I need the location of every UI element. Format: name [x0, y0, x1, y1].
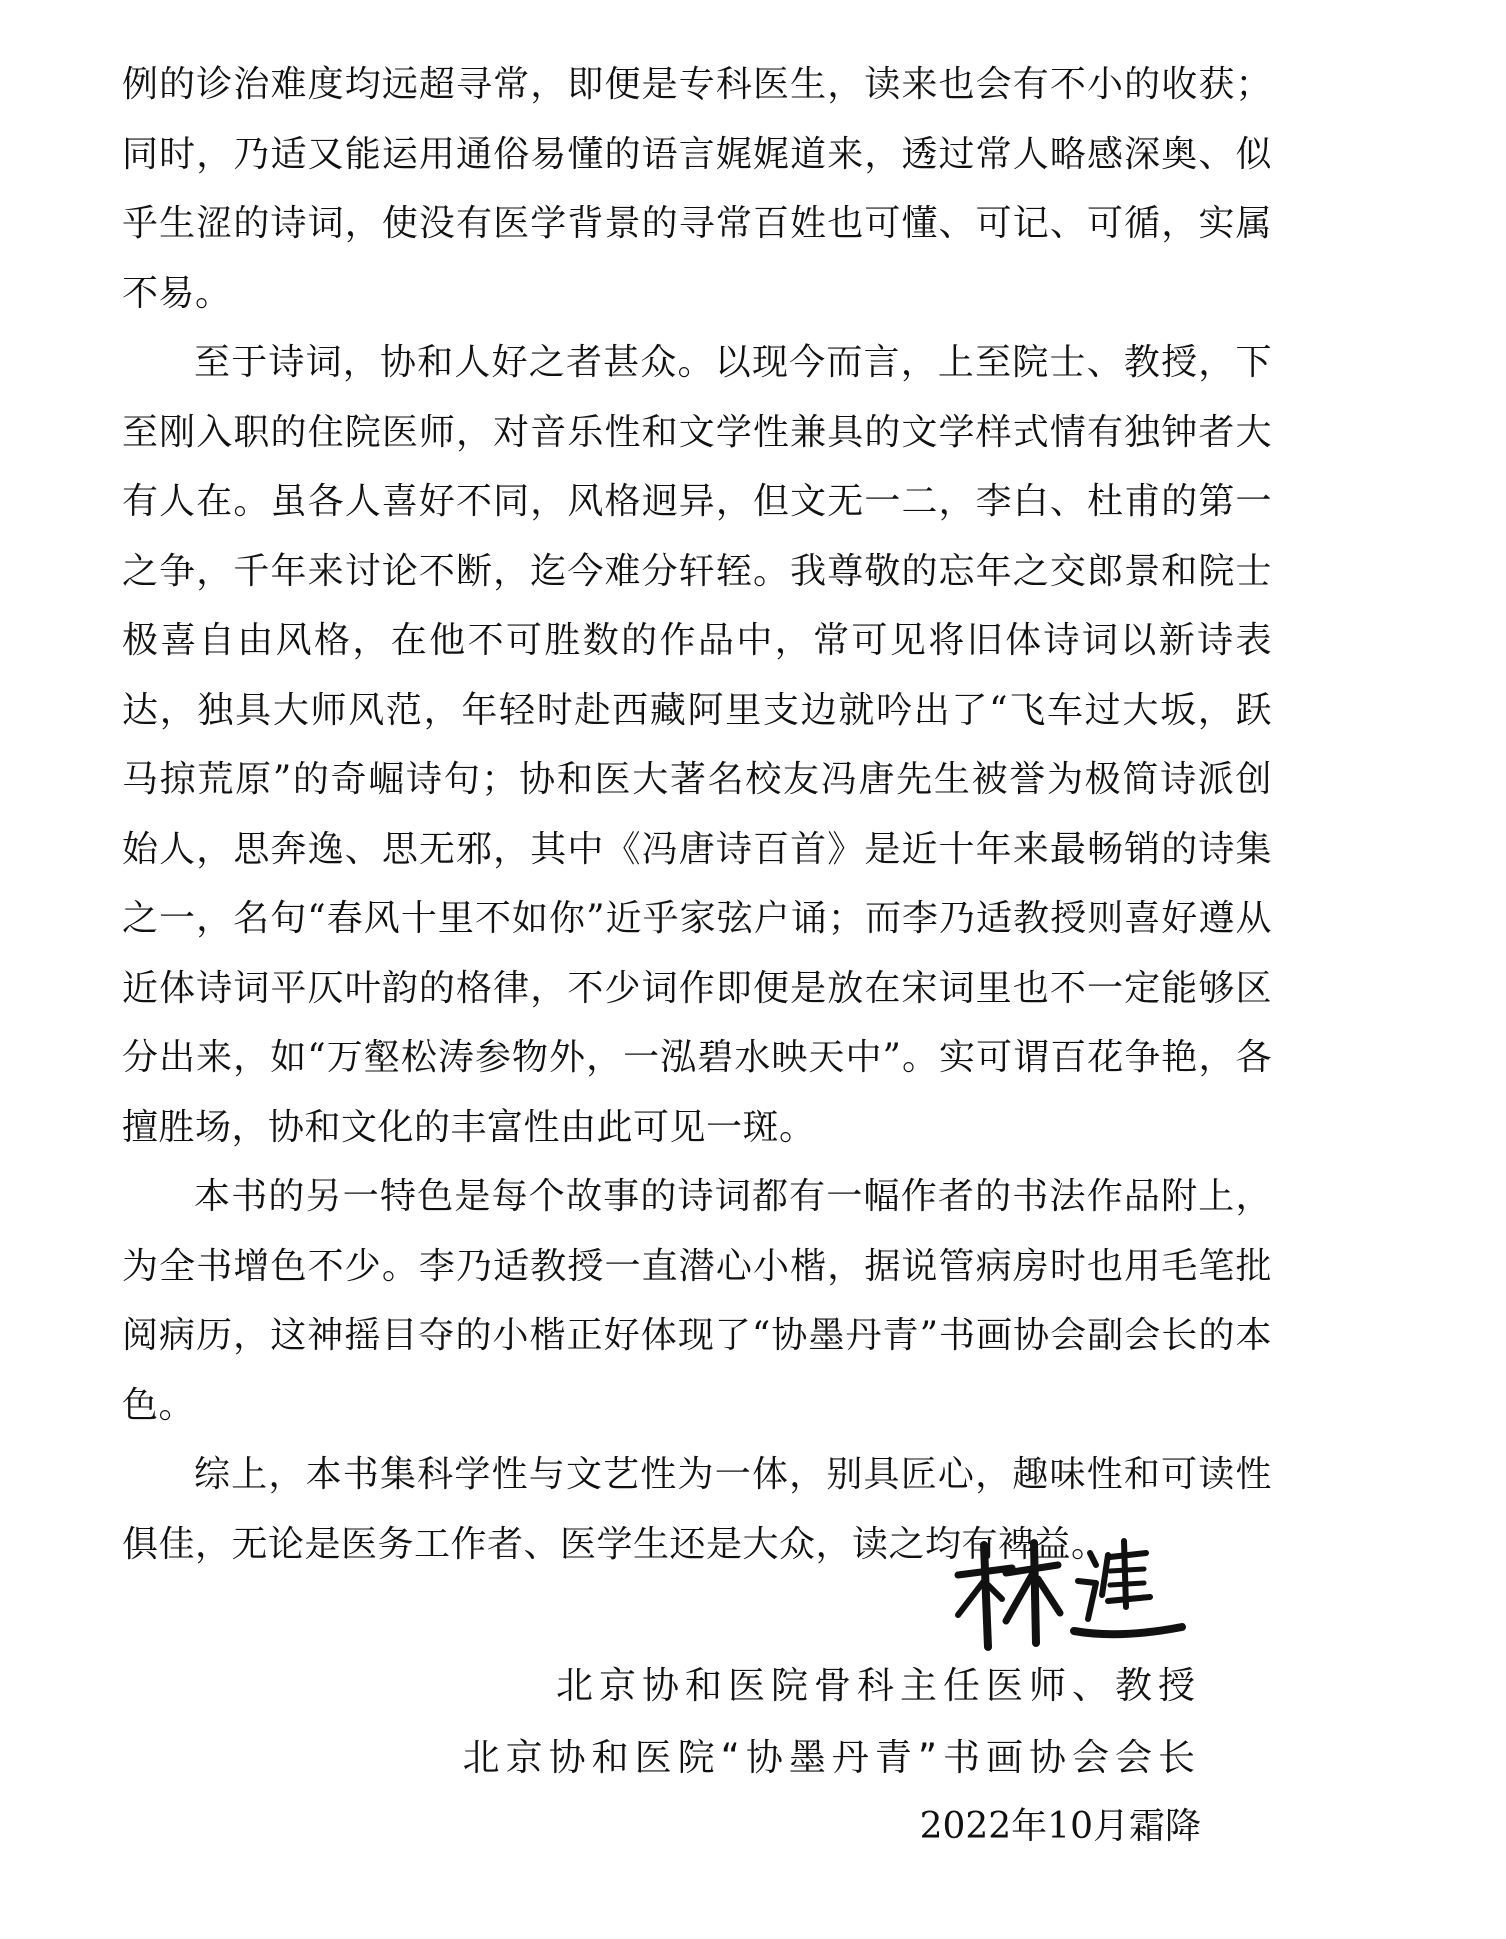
handwritten-signature [950, 1535, 1190, 1655]
author-title-line-2: 北京协和医院“协墨丹青”书画协会会长 [462, 1736, 1201, 1779]
author-title-line-1: 北京协和医院骨科主任医师、教授 [556, 1664, 1201, 1707]
signature-date: 2022年10月霜降 [919, 1806, 1201, 1847]
paragraph-3: 本书的另一特色是每个故事的诗词都有一幅作者的书法作品附上，为全书增色不少。李乃适教授一直潜心小楷，据说管病房时也用毛笔批阅病历，这神摇目夺的小楷正好体现了“协墨丹青”书画协会副会长的本色。 [122, 1176, 1272, 1426]
paragraph-1: 例的诊治难度均远超寻常，即便是专科医生，读来也会有不小的收获；同时，乃适又能运用通俗易懂的语言娓娓道来，透过常人略感深奥、似乎生涩的诗词，使没有医学背景的寻常百姓也可懂、可记、可循，实属不易。 [122, 64, 1272, 314]
paragraph-2: 至于诗词，协和人好之者甚众。以现今而言，上至院士、教授，下至刚入职的住院医师，对音乐性和文学性兼具的文学样式情有独钟者大有人在。虽各人喜好不同，风格迥异，但文无一二，李白、杜甫的第一之争，千年来讨论不断，迄今难分轩轾。我尊敬的忘年之交郎景和院士极喜自由风格，在他不可胜数的作品中，常可见将旧体诗词以新诗表达，独具大师风范，年轻时赴西藏阿里支边就吟出了“飞车过大坂，跃马掠荒原”的奇崛诗句；协和医大著名校友冯唐先生被誉为极简诗派创始人，思奔逸、思无邪，其中《冯唐诗百首》是近十年来最畅销的诗集之一，名句“春风十里不如你”近乎家弦户诵；而李乃适教授则喜好遵从近体诗词平仄叶韵的格律，不少词作即便是放在宋词里也不一定能够区分出来，如“万壑松涛参物外，一泓碧水映天中”。实可谓百花争艳，各擅胜场，协和文化的丰富性由此可见一斑。 [122, 342, 1272, 1148]
body-text [122, 50, 1272, 1579]
paragraph-4: 综上，本书集科学性与文艺性为一体，别具匠心，趣味性和可读性俱佳，无论是医务工作者、医学生还是大众，读之均有裨益。 [122, 1454, 1272, 1565]
signature-block [463, 1650, 1201, 1860]
